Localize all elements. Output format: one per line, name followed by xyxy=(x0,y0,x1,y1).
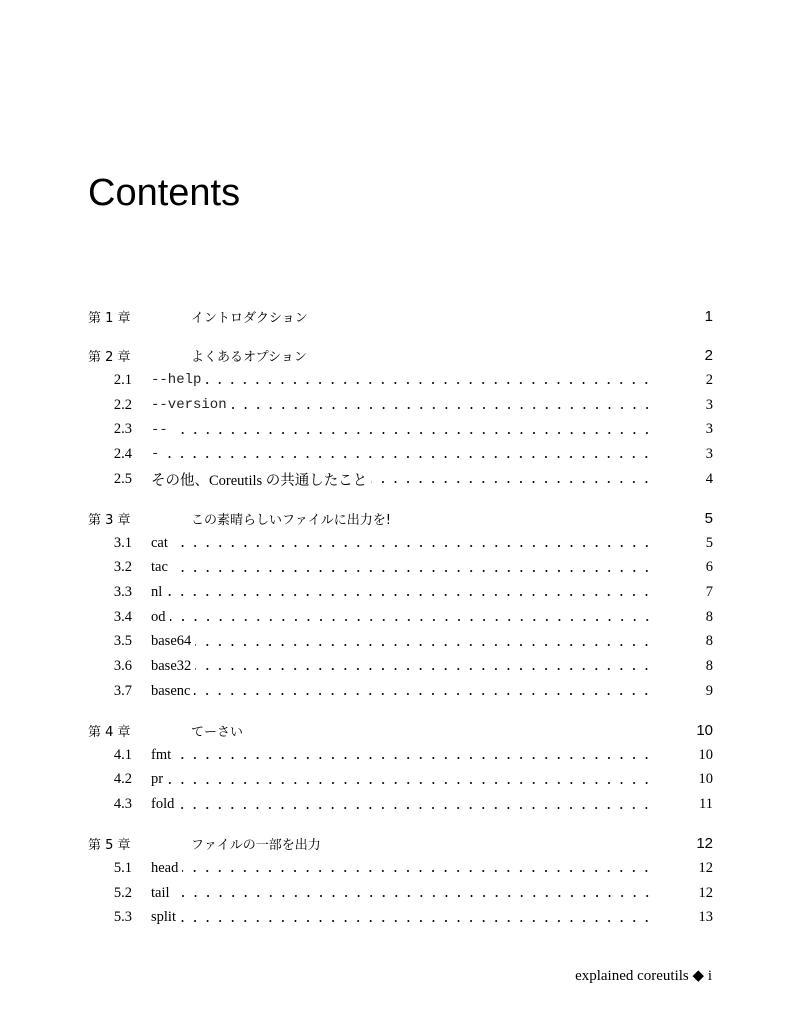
chapter-title: ファイルの一部を出力 xyxy=(191,838,321,854)
page-number: 12 xyxy=(698,884,713,901)
section-title: basenc xyxy=(151,683,194,700)
section-title: head xyxy=(151,860,182,877)
toc-section-entry[interactable] xyxy=(88,743,713,768)
dot-leader xyxy=(182,869,653,873)
page-number: 12 xyxy=(698,859,713,876)
toc-chapter-entry[interactable] xyxy=(88,343,713,368)
chapter-label: 第 3 章 xyxy=(88,512,131,528)
dot-leader xyxy=(231,406,653,410)
toc-section-entry[interactable] xyxy=(88,906,713,931)
toc-section-entry[interactable] xyxy=(88,767,713,792)
dot-leader xyxy=(163,455,653,459)
section-title: tail xyxy=(151,885,174,902)
toc-section-entry[interactable] xyxy=(88,654,713,679)
diamond-icon: ◆ xyxy=(692,968,705,984)
toc-section-entry[interactable] xyxy=(88,368,713,393)
toc-chapter-entry[interactable] xyxy=(88,506,713,531)
section-number: 3.6 xyxy=(113,657,132,674)
chapter-title: よくあるオプション xyxy=(191,350,307,366)
section-title: od xyxy=(151,609,170,626)
section-number: 2.2 xyxy=(113,396,132,413)
section-number: 5.3 xyxy=(113,909,132,926)
page-number: 10 xyxy=(698,771,713,788)
section-number: 5.2 xyxy=(113,884,132,901)
page-title: Contents xyxy=(88,172,241,214)
dot-leader xyxy=(170,618,654,622)
toc-section-entry[interactable] xyxy=(88,856,713,881)
section-title: tac xyxy=(151,559,172,576)
chapter-label: 第 4 章 xyxy=(88,724,131,740)
dot-leader xyxy=(175,756,653,760)
dot-leader xyxy=(178,806,653,810)
section-number: 4.3 xyxy=(113,796,132,812)
page-number: 10 xyxy=(698,746,713,763)
section-number: 3.3 xyxy=(113,583,132,600)
dot-leader xyxy=(172,569,653,573)
toc-section-entry[interactable] xyxy=(88,417,713,442)
toc-section-entry[interactable] xyxy=(88,580,713,605)
section-number: 3.2 xyxy=(113,559,132,576)
dot-leader xyxy=(180,919,653,923)
section-number: 3.7 xyxy=(113,682,132,699)
section-number: 2.3 xyxy=(113,421,132,438)
section-title: nl xyxy=(151,584,166,601)
page-number: 5 xyxy=(704,509,713,527)
section-number: 4.1 xyxy=(113,746,132,763)
page-number: 8 xyxy=(705,657,713,674)
section-number: 5.1 xyxy=(113,859,132,876)
page-number: 2 xyxy=(704,347,713,365)
chapter-title: イントロダクション xyxy=(191,310,308,326)
section-title: pr xyxy=(151,771,167,788)
toc-section-entry[interactable] xyxy=(88,442,713,467)
section-title: その他、Coreutils の共通したこと xyxy=(151,469,371,490)
toc-section-entry[interactable] xyxy=(88,393,713,418)
section-number: 3.4 xyxy=(113,608,132,625)
chapter-label: 第 1 章 xyxy=(88,310,131,326)
dot-leader xyxy=(205,381,653,385)
page-number: 3 xyxy=(705,445,713,462)
section-title: -- xyxy=(151,422,172,438)
section-title: fold xyxy=(151,796,178,813)
section-number: 2.1 xyxy=(113,371,132,388)
page-footer xyxy=(575,966,712,985)
chapter-label: 第 5 章 xyxy=(88,838,131,854)
page-number: 3 xyxy=(705,396,713,413)
section-number: 4.2 xyxy=(113,771,132,788)
toc-section-entry[interactable] xyxy=(88,531,713,556)
toc-section-entry[interactable] xyxy=(88,881,713,906)
page-number: 5 xyxy=(705,534,713,551)
section-title: - xyxy=(151,446,163,462)
section-title: base64 xyxy=(151,633,195,650)
toc-section-entry[interactable] xyxy=(88,679,713,704)
footer-page-number: i xyxy=(707,968,712,984)
chapter-title: この素晴らしいファイルに出力を! xyxy=(191,512,391,528)
section-title: cat xyxy=(151,535,172,552)
page-number: 7 xyxy=(705,583,713,600)
dot-leader xyxy=(194,692,653,696)
section-number: 2.5 xyxy=(113,470,132,487)
dot-leader xyxy=(167,781,653,785)
page-number: 11 xyxy=(699,796,713,812)
dot-leader xyxy=(195,667,653,671)
table-of-contents xyxy=(88,304,713,930)
section-number: 2.4 xyxy=(113,445,132,462)
section-number: 3.1 xyxy=(113,534,132,551)
chapter-label: 第 2 章 xyxy=(88,350,131,366)
footer-book-title: explained coreutils xyxy=(575,968,689,984)
page-number: 10 xyxy=(696,721,713,739)
section-number: 3.5 xyxy=(113,633,132,650)
page-number: 2 xyxy=(705,371,713,388)
section-title: --help xyxy=(151,372,205,388)
dot-leader xyxy=(166,593,653,597)
page-number: 8 xyxy=(705,633,713,650)
page-number: 12 xyxy=(696,835,713,853)
toc-chapter-entry[interactable] xyxy=(88,304,713,329)
page-number: 4 xyxy=(705,470,713,487)
dot-leader xyxy=(172,544,653,548)
page-number: 8 xyxy=(705,608,713,625)
toc-chapter-entry[interactable] xyxy=(88,831,713,856)
toc-chapter-entry[interactable] xyxy=(88,718,713,743)
toc-section-entry[interactable] xyxy=(88,555,713,580)
dot-leader xyxy=(174,894,653,898)
chapter-title: てーさい xyxy=(191,724,244,740)
dot-leader xyxy=(172,431,653,435)
section-title: --version xyxy=(151,397,231,413)
page-number: 6 xyxy=(705,559,713,576)
dot-leader xyxy=(195,643,653,647)
section-title: base32 xyxy=(151,658,195,675)
toc-section-entry[interactable] xyxy=(88,792,713,817)
toc-section-entry[interactable] xyxy=(88,629,713,654)
page-number: 13 xyxy=(698,909,713,926)
page-number: 9 xyxy=(705,682,713,699)
dot-leader xyxy=(371,480,653,484)
page-number: 1 xyxy=(704,307,713,325)
toc-section-entry[interactable] xyxy=(88,467,713,492)
section-title: fmt xyxy=(151,747,175,764)
toc-section-entry[interactable] xyxy=(88,605,713,630)
page-number: 3 xyxy=(705,421,713,438)
section-title: split xyxy=(151,909,180,926)
